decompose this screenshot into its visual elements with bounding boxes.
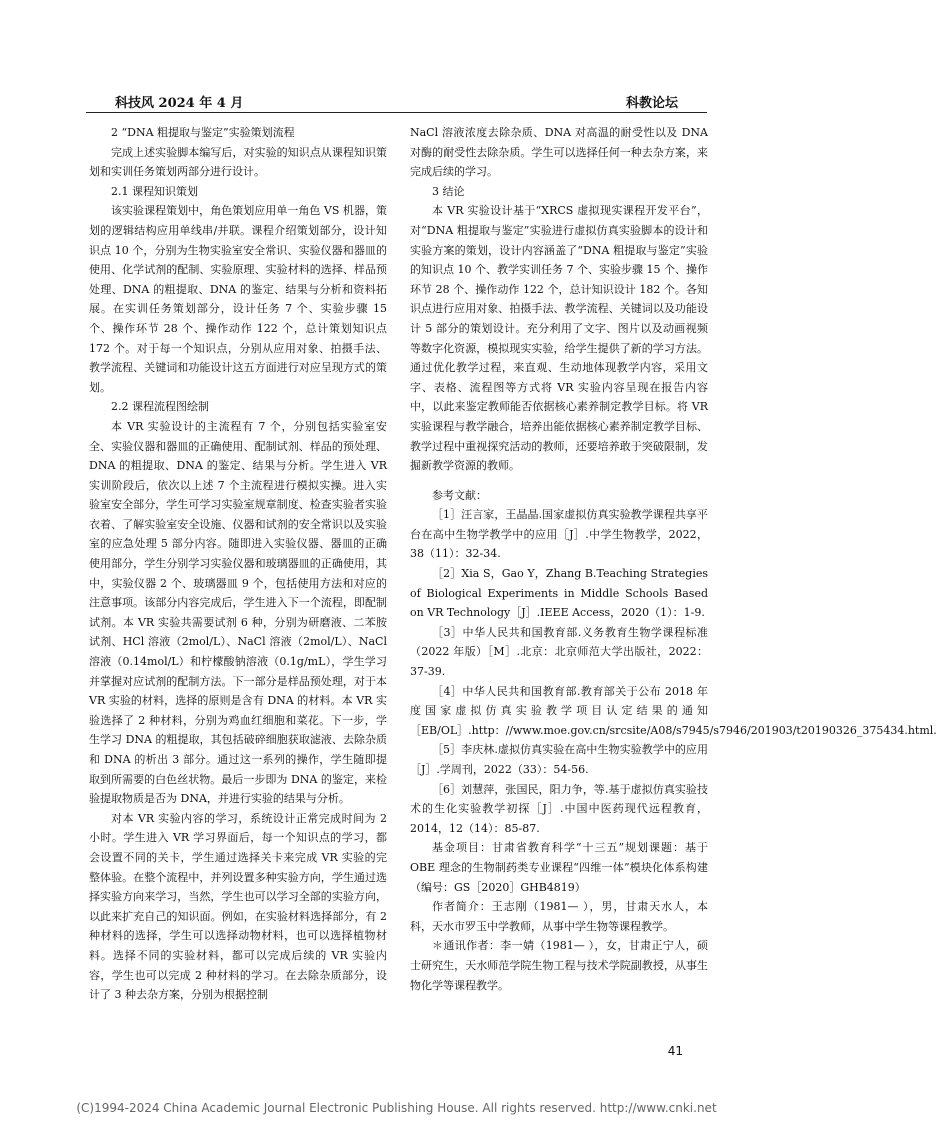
paragraph-continuation: NaCl 溶液浓度去除杂质、DNA 对高温的耐受性以及 DNA 对酶的耐受性去除杂质。学生可以选择任何一种去杂方案，来完成后续的学习。 xyxy=(410,126,708,179)
reference-item: ［2］Xia S，Gao Y，Zhang B.Teaching Strategies of Biological Experiments in Middle Schools Based on VR Technology［J］.IEEE Access，2020（1）：1-9. xyxy=(410,567,708,620)
paragraph: 完成上述实验脚本编写后，对实验的知识点从课程知识策划和实训任务策划两部分进行设计。 xyxy=(89,145,387,179)
section-heading: 3 结论 xyxy=(432,184,465,198)
reference-item: ［6］刘慧萍，张国民，阳力争，等.基于虚拟仿真实验技术的生化实验教学初探［J］.中国中医药现代远程教育，2014，12（14）：85-87. xyxy=(410,782,708,835)
paragraph: 对本 VR 实验内容的学习，系统设计正常完成时间为 2 小时。学生进入 VR 学习界面后，每一个知识点的学习，都会设置不同的关卡，学生通过选择关卡来完成 VR 实验的完整体验。在整个流程中，并列设置多种实验方向，学生通过选择实验方向来学习，当然，学生也可以学习全部的实验方向，以此来扩充自己的知识面。例如，在实验材料选择部分，有 2 种材料的选择，学生可以选择动物材料，也可以选择植物材料。选择不同的实验材料，都可以完成后续的 VR 实验内容，学生也可以完成 2 种材料的学习。在去除杂质部分，设计了 3 种去杂方案，分别为根据控制 xyxy=(89,811,387,1002)
reference-item: ［1］汪言家，王晶晶.国家虚拟仿真实验教学课程共享平台在高中生物学教学中的应用［J］.中学生物教学，2022，38（11）：32-34. xyxy=(410,508,708,561)
section-heading: 2 “DNA 粗提取与鉴定”实验策划流程 xyxy=(111,126,295,139)
reference-item: ［4］中华人民共和国教育部.教育部关于公布 2018 年度国家虚拟仿真实验教学项目认定结果的通知［EB/OL］.http：//www.moe.gov.cn/srcsite/A08/s7945/s7946/201903/t20190326_375434.html. xyxy=(410,684,937,737)
author-bio: 作者简介：王志刚（1981— ），男，甘肃天水人，本科，天水市罗玉中学教师，从事中学生物等课程教学。 xyxy=(410,900,708,933)
funding-note: 基金项目：甘肃省教育科学“十三五”规划课题：基于 OBE 理念的生物制药类专业课程“四维一体”模块化体系构建（编号：GS［2020］GHB4819） xyxy=(410,841,708,894)
subsection-heading: 2.2 课程流程图绘制 xyxy=(111,400,209,414)
reference-item: ［3］中华人民共和国教育部.义务教育生物学课程标准（2022 年版）［M］.北京：北京师范大学出版社，2022：37-39. xyxy=(410,625,708,679)
section-header: 科教论坛 xyxy=(625,96,678,111)
paragraph: 该实验课程策划中，角色策划应用单一角色 VS 机器，策划的逻辑结构应用单线串/并联。课程介绍策划部分，设计知识点 10 个，分别为生物实验室安全常识、实验仪器和器皿的使用、化学试剂的配制、实验原理、实验材料的选择、样品预处理、DNA 的粗提取、DNA 的鉴定、结果与分析和资料拓展。在实训任务策划部分，设计任务 7 个、实验步骤 15 个、操作环节 28 个、操作动作 122 个，总计策划知识点 172 个。对于每一个知识点，分别从应用对象、拍摄手法、教学流程、关键词和功能设计这五方面进行对应呈现方式的策划。 xyxy=(89,204,387,394)
header-rule xyxy=(86,112,707,113)
journal-header: 科技风 2024 年 4 月 xyxy=(115,96,244,111)
page-number: 41 xyxy=(667,1044,683,1058)
paragraph: 本 VR 实验设计的主流程有 7 个，分别包括实验室安全、实验仪器和器皿的正确使用、配制试剂、样品的预处理、DNA 的粗提取、DNA 的鉴定、结果与分析。学生进入 VR 实训阶段后，依次以上述 7 个主流程进行模拟实操。进入实验室安全部分，学生可学习实验室规章制度、检查实验者实验衣着、了解实验室安全设施、仪器和试剂的安全常识以及实验室的应急处理 5 部分内容。随即进入实验仪器、器皿的正确使用部分，学生分别学习实验仪器和玻璃器皿的正确使用，其中，实验仪器 2 个、玻璃器皿 9 个，包括使用方法和对应的注意事项。该部分内容完成后，学生进入下一个流程，即配制试剂。本 VR 实验共需要试剂 6 种，分别为研磨液、二苯胺试剂、HCl 溶液（2mol/L）、NaCl 溶液（2mol/L）、NaCl 溶液（0.14mol/L）和柠檬酸钠溶液（0.1g/mL），学生学习并掌握对应试剂的配制方法。下一部分是样品预处理，对于本 VR 实验的材料，选择的原则是含有 DNA 的材料。本 VR 实验选择了 2 种材料，分别为鸡血红细胞和菜花。下一步，学生学习 DNA 的粗提取，其包括破碎细胞获取滤液、去除杂质和 DNA 的析出 3 部分。通过这一系列的操作，学生随即提取到所需要的白色丝状物。最后一步即为 DNA 的鉴定，来检验提取物质是否为 DNA，并进行实验的结果与分析。 xyxy=(89,419,387,806)
reference-item: ［5］李庆林.虚拟仿真实验在高中生物实验教学中的应用［J］.学周刊，2022（33）：54-56. xyxy=(410,743,708,776)
left-column xyxy=(89,123,387,1005)
right-column xyxy=(410,123,937,995)
subsection-heading: 2.1 课程知识策划 xyxy=(111,184,198,198)
copyright-footer: (C)1994-2024 China Academic Journal Electronic Publishing House. All rights reserved. http://www.cnki.net xyxy=(76,1101,717,1115)
paragraph: 本 VR 实验设计基于“XRCS 虚拟现实课程开发平台”，对“DNA 粗提取与鉴定”实验进行虚拟仿真实验脚本的设计和实验方案的策划，设计内容涵盖了“DNA 粗提取与鉴定”实验的知识点 10 个、教学实训任务 7 个、实验步骤 15 个、操作环节 28 个、操作动作 122 个，总计知识设计 182 个。各知识点进行应用对象、拍摄手法、教学流程、关键词以及功能设计 5 部分的策划设计。充分利用了文字、图片以及动画视频等数字化资源，模拟现实实验，给学生提供了新的学习方法。通过优化教学过程，来直观、生动地体现教学内容，采用文字、表格、流程图等方式将 VR 实验内容呈现在报告内容中，以此来鉴定教师能否依据核心素养制定教学目标。将 VR 实验课程与教学融合，培养出能依据核心素养制定教学目标、教学过程中重视探究活动的教师，还要培养敢于突破限制，发掘新教学资源的教师。 xyxy=(410,204,708,473)
references-title: 参考文献： xyxy=(432,488,487,502)
corresponding-author: ＊通讯作者：李一婧（1981— ），女，甘肃正宁人，硕士研究生，天水师范学院生物工程与技术学院副教授，从事生物化学等课程教学。 xyxy=(410,939,708,992)
